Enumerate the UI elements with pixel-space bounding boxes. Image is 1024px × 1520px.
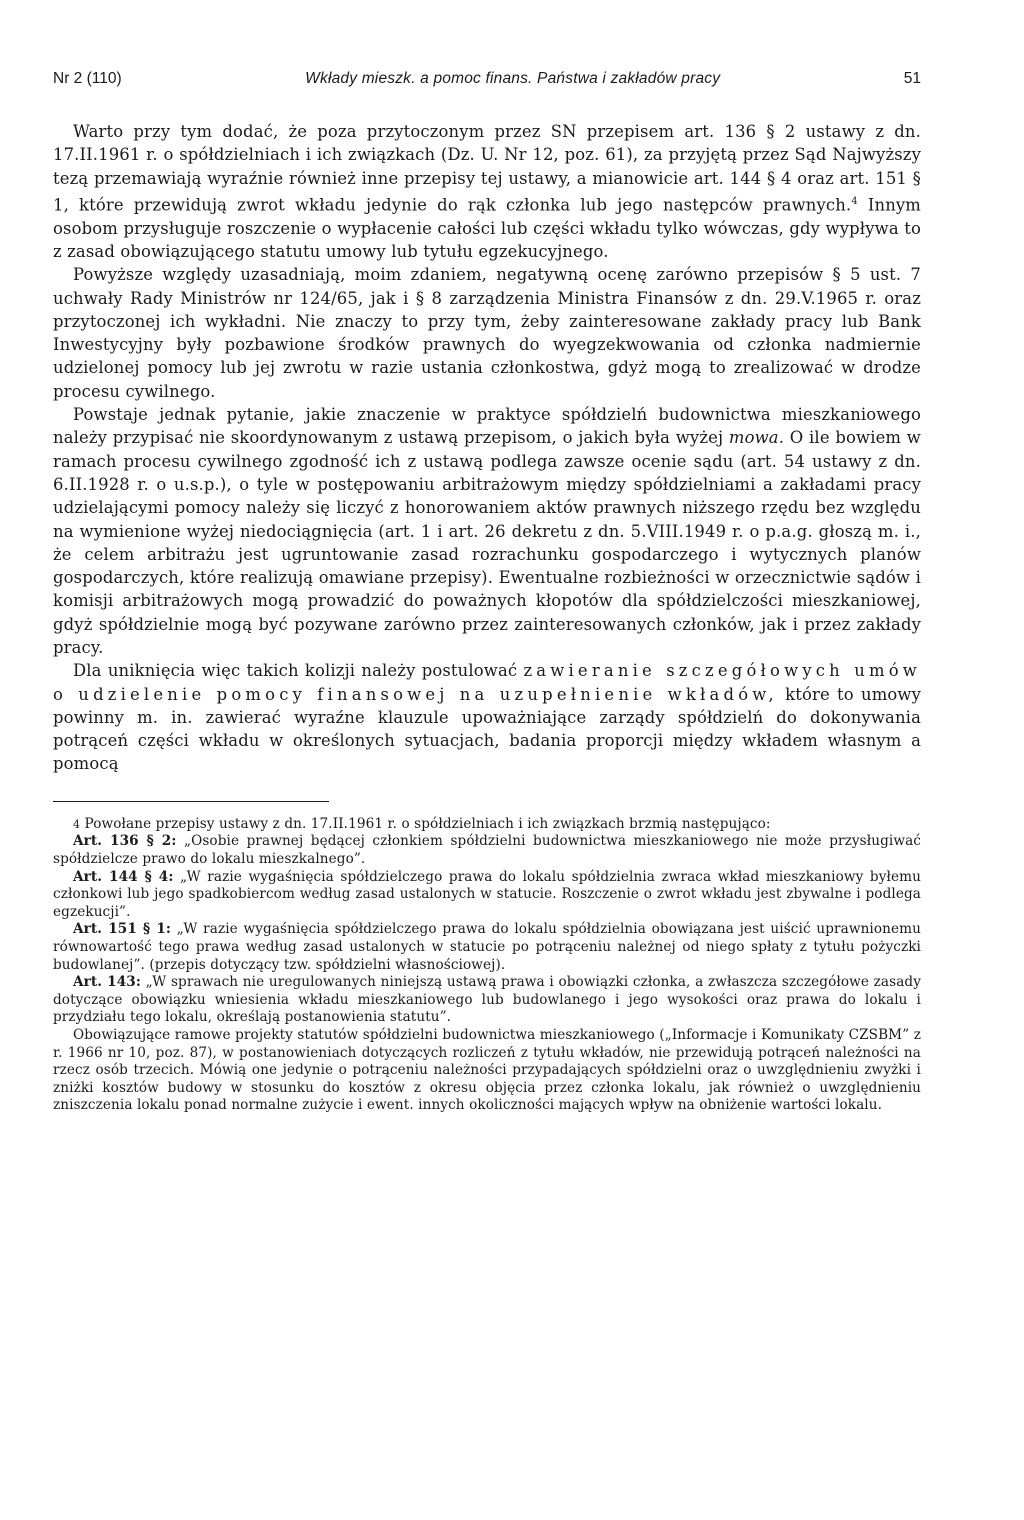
footnote-ref-4: 4 bbox=[851, 195, 858, 207]
footnote-art-143-text: „W sprawach nie uregulowanych niniejszą ustawą prawa i obowiązki członka, a zwłaszcza szczegółowe zasady dotyczące obowiązku wniesienia wkładu mieszkaniowego lub budowlanego i jego wysokości oraz prawa do lokalu i przydziału tego lokalu, określają postanowienia statutu”. bbox=[53, 974, 921, 1026]
paragraph-3-text-b: O ile bowiem w ramach procesu cywilnego zgodność ich z ustawą podlega zawsze ocenie sądu (art. 54 ustawy z dn. 6.II.1928 r. o u.s.p.), o tyle w postępowaniu arbitrażowym między spółdzielniami a zakładami pracy udzielającymi pomocy należy się liczyć z honorowaniem aktów prawnych niższego rzędu bez względu na wymienione wyżej niedociągnięcia (art. 1 i art. 26 dekretu z dn. 5.VIII.1949 r. o p.a.g. głoszą m. i., że celem arbitrażu jest ugruntowanie zasad rozrachunku gospodarczego i wytycznych planów gospodarczych, które realizują omawiane przepisy). Ewentualne rozbieżności w orzecznictwie sądów i komisji arbitrażowych mogą prowadzić do poważnych kłopotów dla spółdzielczości mieszkaniowej, gdyż spółdzielnie mogą być pozywane zarówno przez zainteresowanych członków, jak i przez zakłady pracy. bbox=[53, 428, 921, 657]
running-title: Wkłady mieszk. a pomoc finans. Państwa i zakładów pracy bbox=[305, 70, 721, 87]
paragraph-4-spaced: zawieranie szczegółowych umów o udzielenie pomocy finansowej na uzupełnienie wkładów, bbox=[53, 661, 921, 704]
running-header bbox=[53, 70, 921, 88]
paragraph-3-italic: mowa. bbox=[728, 428, 785, 448]
footnote-art-144-label: Art. 144 § 4: bbox=[73, 868, 174, 885]
document-page bbox=[53, 70, 921, 1115]
footnote-art-144-text: „W razie wygaśnięcia spółdzielczego prawa do lokalu spółdzielnia zwraca wkład mieszkaniowy byłemu członkowi lub jego spadkobiercom według zasad ustalonych w statucie. Roszczenie o zwrot wkładu jest zbywalne i podlega egzekucji”. bbox=[53, 868, 922, 920]
footnote-4 bbox=[53, 816, 921, 834]
paragraph-3 bbox=[53, 403, 921, 659]
footnote-4-text: Powołane przepisy ustawy z dn. 17.II.1961 r. o spółdzielniach i ich związkach brzmią następująco: bbox=[84, 815, 771, 832]
paragraph-4-text-b: które to umowy powinny m. in. zawierać wyraźne klauzule upoważniające zarządy spółdzielń do dokonywania potrąceń części wkładu w określonych sytuacjach, badania proporcji między wkładem własnym a pomocą bbox=[53, 684, 921, 774]
footnote-art-136 bbox=[53, 833, 921, 868]
paragraph-1-tail: Innym osobom przysługuje roszczenie o wypłacenie całości lub części wkładu tylko wówczas, gdy wypływa to z zasad obowiązującego statutu umowy lub tytułu egzekucyjnego. bbox=[53, 195, 921, 261]
issue-number: Nr 2 (110) bbox=[53, 70, 122, 87]
footnote-art-151 bbox=[53, 921, 921, 974]
footnote-art-136-label: Art. 136 § 2: bbox=[73, 833, 177, 850]
paragraph-4-text-a: Dla uniknięcia więc takich kolizji należy postulować bbox=[73, 661, 524, 681]
footnote-art-143-label: Art. 143: bbox=[73, 974, 141, 991]
paragraph-1 bbox=[53, 120, 921, 263]
paragraph-4 bbox=[53, 659, 921, 775]
paragraph-3-text-a: Powstaje jednak pytanie, jakie znaczenie w praktyce spółdzielń budownictwa mieszkaniowego należy przypisać nie skoordynowanym z ustawą przepisom, o jakich była wyżej bbox=[53, 405, 921, 448]
footnote-art-144 bbox=[53, 869, 921, 922]
footnote-art-151-label: Art. 151 § 1: bbox=[73, 921, 172, 938]
footnote-art-136-text: „Osobie prawnej będącej członkiem spółdzielni budownictwa mieszkaniowego nie może przysługiwać spółdzielcze prawo do lokalu mieszkalnego”. bbox=[53, 833, 921, 867]
footnotes bbox=[53, 816, 921, 1115]
paragraph-2: Powyższe względy uzasadniają, moim zdaniem, negatywną ocenę zarówno przepisów § 5 ust. 7 uchwały Rady Ministrów nr 124/65, jak i § 8 zarządzenia Ministra Finansów z dn. 29.V.1965 r. oraz przytoczonej ich wykładni. Nie znaczy to przy tym, żeby zainteresowane zakłady pracy lub Bank Inwestycyjny były pozbawione środków prawnych do wyegzekwowania od członka nadmiernie udzielonej pomocy lub jej zwrotu w razie ustania członkostwa, gdyż mogą to zrealizować w drodze procesu cywilnego. bbox=[53, 265, 921, 401]
main-text bbox=[53, 120, 921, 776]
footnote-mark: 4 bbox=[73, 817, 81, 831]
footnote-divider bbox=[53, 801, 329, 802]
footnote-art-143 bbox=[53, 974, 921, 1027]
paragraph-1-text: Warto przy tym dodać, że poza przytoczonym przez SN przepisem art. 136 § 2 ustawy z dn. 17.II.1961 r. o spółdzielniach i ich związkach (Dz. U. Nr 12, poz. 61), za przyjętą przez Sąd Najwyższy tezą przemawiają wyraźnie również inne przepisy tej ustawy, a mianowicie art. 144 § 4 oraz art. 151 § 1, które przewidują zwrot wkładu jedynie do rąk członka lub jego następców prawnych. bbox=[53, 122, 921, 215]
footnote-art-151-text: „W razie wygaśnięcia spółdzielczego prawa do lokalu spółdzielnia obowiązana jest uiścić uprawnionemu równowartość tego prawa według zasad ustalonych w statucie po potrąceniu należnej od niego spłaty z tytułu pożyczki budowlanej”. (przepis dotyczący tzw. spółdzielni własnościowej). bbox=[53, 921, 921, 973]
page-number: 51 bbox=[903, 70, 921, 87]
footnote-statutes: Obowiązujące ramowe projekty statutów spółdzielni budownictwa mieszkaniowego („Informacje i Komunikaty CZSBM” z r. 1966 nr 10, poz. 87), w postanowieniach dotyczących rozliczeń z tytułu wkładów, nie przewidują potrąceń należności na rzecz osób trzecich. Mówią one jedynie o potrąceniu należności przypadających spółdzielni oraz o uwzględnieniu zwyżki i zniżki kosztów budowy w stosunku do kosztów z okresu objęcia przez członka lokalu, jak również o uwzględnieniu zniszczenia lokalu ponad normalne zużycie i ewent. innych okoliczności mających wpływ na obniżenie wartości lokalu. bbox=[53, 1026, 921, 1114]
